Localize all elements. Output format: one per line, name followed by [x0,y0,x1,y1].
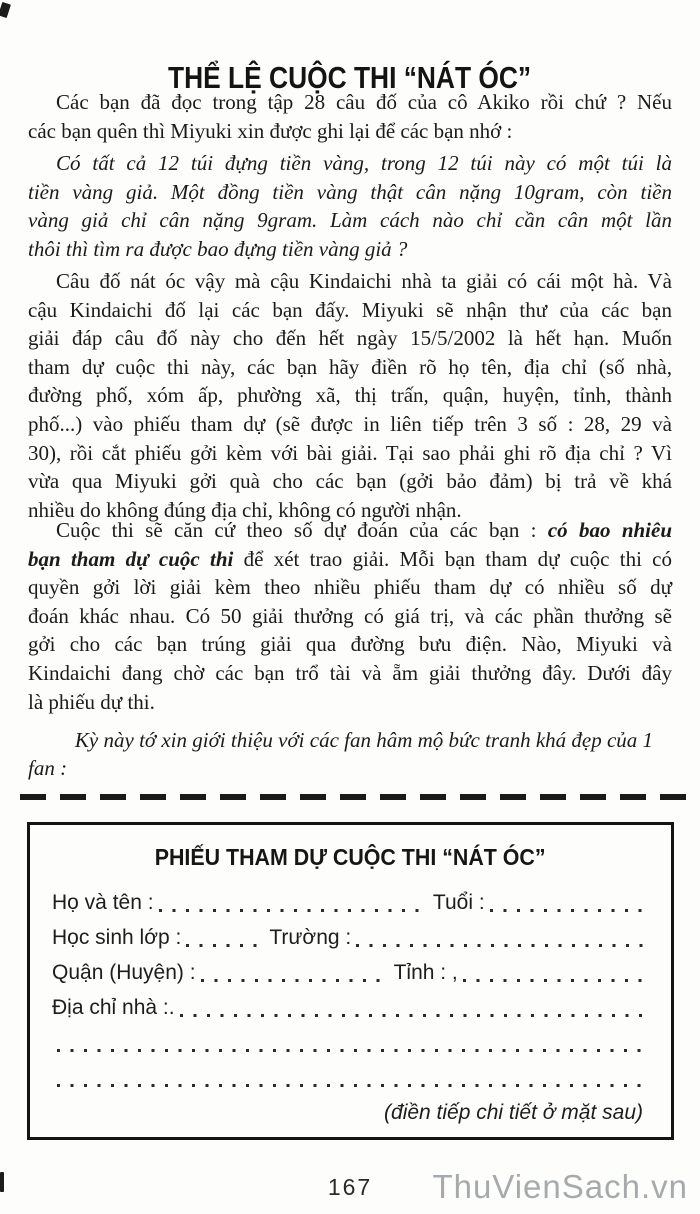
form-row-district-province [52,955,649,990]
form-row-address [52,990,649,1025]
dotted-leader [52,1025,649,1060]
district-field-label: Quận (Huyện) : [52,961,196,984]
age-field-label: Tuổi : [432,891,485,914]
dotted-leader [181,920,269,955]
form-row-blank-line [52,1025,649,1060]
paragraph-puzzle-quote [28,149,672,263]
text-line: Cuộc thi sẽ căn cứ theo số dự đoán của các bạn : có bao nhiêu [56,518,673,542]
text-line: fan : [28,755,68,780]
form-row-grade-school [52,920,649,955]
dotted-leader [52,1060,649,1095]
text-line: 30), rồi cắt phiếu gởi kèm với bài giải. Tại sao phải ghi rõ địa chỉ ? Vì [28,440,672,465]
paragraph-fan-note [28,727,672,782]
dotted-leader [175,990,649,1025]
address-field-label: Địa chỉ nhà :. [52,996,175,1019]
text-line: Câu đố nát óc vậy mà cậu Kindaichi nhà ta giải có cái một hà. Và [56,269,672,293]
name-field-label: Họ và tên : [52,891,154,914]
text-line: phố...) vào phiếu tham dự (sẽ được in liên tiếp trên 3 số : 28, 29 và [28,411,672,436]
text-line: bạn tham dự cuộc thi để xét trao giải. Mỗi bạn tham dự cuộc thi có [28,546,672,571]
watermark-text: ThuVienSach.vn [432,1168,688,1205]
text-line: cậu Kindaichi đố lại các bạn đấy. Miyuki sẽ nhận thư của các bạn [28,297,672,322]
dotted-leader [196,955,394,990]
text-line: Có tất cả 12 túi đựng tiền vàng, trong 12 túi này có một túi là [56,151,672,175]
dotted-leader [485,885,649,920]
entry-form-rows [52,885,649,1130]
page-number: 167 [327,1174,373,1200]
text-line: vàng giả chỉ cân nặng 9gram. Làm cách nào chỉ cần cân một lần [28,208,672,233]
text-line: nhiều do không đúng địa chỉ, không có người nhận. [28,497,462,522]
form-row-name-age [52,885,649,920]
dashed-cut-line [20,794,690,800]
dotted-leader [351,920,649,955]
entry-form-title-text: PHIẾU THAM DỰ CUỘC THI “NÁT ÓC” [155,844,546,870]
text-line: gởi cho các bạn trúng giải qua đường bưu điện. Nào, Miyuki và [28,632,672,657]
paragraph-contest-rules [28,267,672,524]
dotted-leader [154,885,433,920]
text-line: tham dự cuộc thi này, các bạn hãy điền rõ họ tên, địa chỉ (số nhà, [28,354,672,379]
scan-artifact [0,2,11,18]
text-line: đường phố, xóm ấp, phường xã, thị trấn, quận, huyện, tỉnh, thành [28,383,672,408]
text-line: giải đáp câu đố này cho đến hết ngày 15/5/2002 là hết hạn. Muốn [28,326,672,351]
form-continuation-note: (điền tiếp chi tiết ở mặt sau) [384,1101,643,1124]
text-line: quyền gởi lời giải kèm theo nhiều phiếu tham dự có nhiều số dự [28,575,672,600]
entry-form-title [52,842,649,872]
text-line: vừa qua Miyuki gởi quà cho các bạn (gởi bảo đảm) bị trả về khá [28,469,672,494]
text-line: đoán khác nhau. Có 50 giải thưởng có giá trị, và các phần thưởng sẽ [28,603,672,628]
text-line: Kindaichi đang chờ các bạn trổ tài và ẵm giải thưởng đây. Dưới đây [28,660,672,685]
province-field-label: Tỉnh : , [393,961,458,984]
text-line: là phiếu dự thi. [28,689,155,714]
entry-form-box [27,822,674,1140]
form-row-blank-line [52,1060,649,1095]
school-field-label: Trường : [269,926,352,949]
paragraph-prizes [28,516,672,716]
paragraph-intro [28,88,672,145]
page-title-text: THỂ LỆ CUỘC THI “NÁT ÓC” [168,59,532,95]
dotted-leader [458,955,649,990]
text-line: Kỳ này tớ xin giới thiệu với các fan hâm mộ bức tranh khá đẹp của 1 [74,728,654,752]
text-line: thôi thì tìm ra được bao đựng tiền vàng giả ? [28,236,408,261]
text-line: tiền vàng giả. Một đồng tiền vàng thật cân nặng 10gram, còn tiền [28,179,672,204]
grade-field-label: Học sinh lớp : [52,926,182,949]
scan-artifact [0,1172,4,1192]
text-line: Các bạn đã đọc trong tập 28 câu đố của cô Akiko rồi chứ ? Nếu [56,90,672,114]
text-line: các bạn quên thì Miyuki xin được ghi lại để các bạn nhớ : [28,118,513,143]
